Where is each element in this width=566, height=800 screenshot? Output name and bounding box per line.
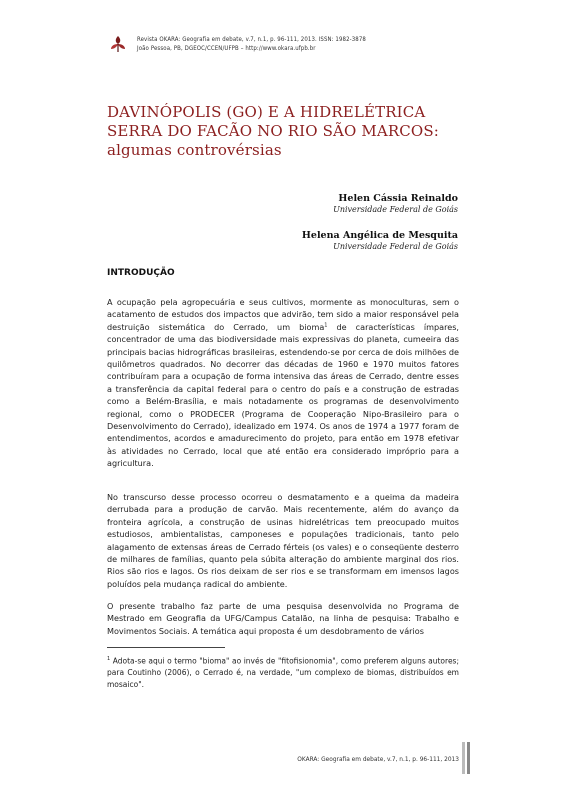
body-paragraph-3: O presente trabalho faz parte de uma pesquisa desenvolvida no Programa de Mestrado em Geografia da UFG/Campus Catalão, na linha de pesquisa: Trabalho e Movimentos Sociais. A temática aqui proposta é um desdobramento de vários bbox=[107, 601, 459, 636]
author-name: Helena Angélica de Mesquita bbox=[301, 230, 458, 241]
author-affiliation: Universidade Federal de Goiás bbox=[333, 242, 458, 251]
body-paragraph-2: No transcurso desse processo ocorreu o desmatamento e a queima da madeira derrubada para a produção de carvão. Mais recentemente, além do avanço da fronteira agrícola, a construção de usinas hidrelétricas tem preocupado muitos estudiosos, ambientalistas, camponeses e populações tradicionais, tanto pelo alagamento de extensas áreas de Cerrado férteis (os vales) e o conseqüente desterro de milhares de famílias, quanto pela súbita alteração do ambiente marginal dos rios. Rios são rios e lagos. Os rios deixam de ser rios e se transformam em imensos lagos poluídos pela mudança radical do ambiente. bbox=[107, 492, 459, 589]
footer-decoration-bar bbox=[462, 742, 465, 774]
footnote-reference: 1 bbox=[324, 322, 328, 329]
section-heading: INTRODUÇÃO bbox=[107, 268, 175, 278]
author-block-2 bbox=[302, 230, 458, 251]
footnote-text: Adota-se aqui o termo "bioma" ao invés de "fitofisionomia", como preferem alguns autores; para Coutinho (2006), o Cerrado é, na verdade, "um complexo de biomas, distribuídos em mosaico". bbox=[107, 656, 459, 689]
footnote-number: 1 bbox=[107, 656, 111, 662]
footnote-divider bbox=[107, 647, 225, 648]
author-block-1 bbox=[333, 193, 458, 214]
author-affiliation: Universidade Federal de Goiás bbox=[333, 205, 458, 214]
paper-title: DAVINÓPOLIS (GO) E A HIDRELÉTRICA SERRA DO FACÃO NO RIO SÃO MARCOS: algumas controvérsias bbox=[107, 103, 440, 159]
footer-decoration-bar bbox=[467, 742, 470, 774]
author-name: Helen Cássia Reinaldo bbox=[338, 193, 458, 204]
paragraph-text: A ocupação pela agropecuária e seus cultivos, mormente as monoculturas, sem o acatamento de estudos dos impactos que advirão, tem sido a maior responsável pela destruição sistemática do Cerrado, um bioma bbox=[107, 297, 459, 332]
journal-address: João Pessoa, PB, DGEOC/CCEN/UFPB – http://www.okara.ufpb.br bbox=[137, 45, 316, 52]
paragraph-text: de características ímpares, concentrador de uma das biodiversidade mais expressivas do planeta, cumeeira das principais bacias hidrográficas brasileiras, estendendo-se por cerca de dois milhões de quilômetros quadrados. No decorrer das décadas de 1960 e 1970 muitos fatores contribuíram para a ocupação de forma intensiva das áreas de Cerrado, dentre esses a transferência da capital federal para o centro do país e a construção de estradas como a Belém-Brasília, e mais notadamente os programas de desenvolvimento regional, como o PRODECER (Programa de Cooperação Nipo-Brasileiro para o Desenvolvimento do Cerrado), idealizado em 1974. Os anos de 1974 a 1977 foram de entendimentos, acordos e amadurecimento do projeto, para então em 1978 efetivar às atividades no Cerrado, local que até então era considerado impróprio para a agricultura. bbox=[107, 321, 459, 469]
okara-logo-icon bbox=[110, 35, 126, 53]
footnote bbox=[107, 654, 459, 690]
body-paragraph-1 bbox=[107, 296, 459, 470]
journal-info: Revista OKARA: Geografia em debate, v.7, n.1, p. 96-111, 2013. ISSN: 1982-3878 bbox=[137, 36, 366, 43]
page-footer: OKARA: Geografia em debate, v.7, n.1, p. 96-111, 2013 bbox=[297, 755, 459, 763]
